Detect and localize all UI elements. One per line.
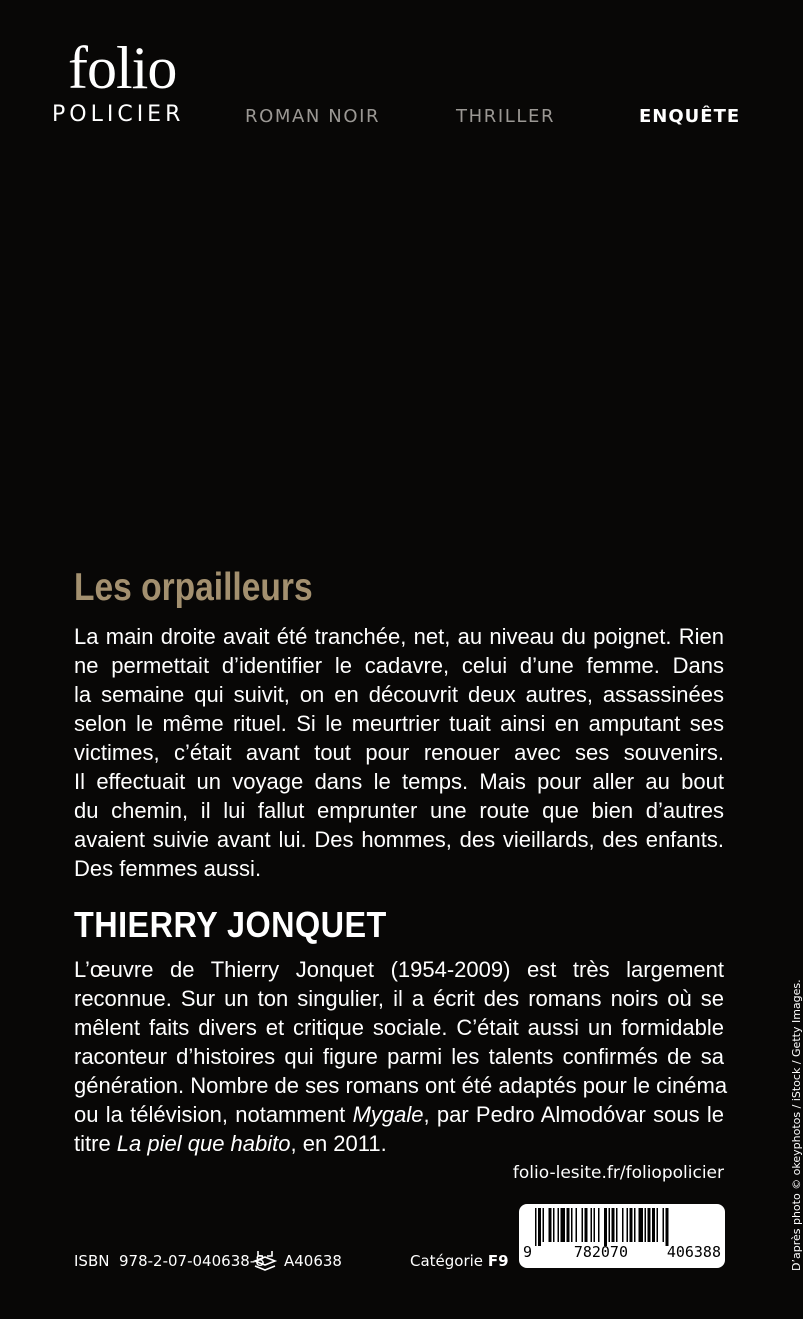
- barcode-bar: [666, 1208, 669, 1246]
- barcode-bar: [652, 1208, 655, 1242]
- summary-line: la semaine qui suivit, on en découvrit deux autres, assassinées: [74, 682, 724, 707]
- barcode-bar: [639, 1208, 644, 1242]
- summary-line: Il effectuait un voyage dans le temps. Mais pour aller au bout: [74, 769, 724, 794]
- summary-line: du chemin, il lui fallut emprunter une route que bien d’autres: [74, 798, 724, 823]
- genre-roman-noir: ROMAN NOIR: [245, 106, 381, 127]
- barcode-digits: [523, 1243, 721, 1261]
- bio-line: raconteur d’histoires qui figure parmi les talents confirmés de sa: [74, 1044, 724, 1069]
- summary-line: ne permettait d’identifier le cadavre, celui d’une femme. Dans: [74, 653, 724, 678]
- barcode-group-2: 406388: [666, 1243, 721, 1261]
- barcode-bar: [571, 1208, 573, 1242]
- barcode-bar: [561, 1208, 566, 1242]
- barcode-bar: [598, 1208, 600, 1242]
- barcode-bar: [630, 1208, 633, 1242]
- bio-text: , en 2011.: [290, 1131, 387, 1156]
- barcode-first-digit: 9: [523, 1243, 533, 1261]
- barcode-bar: [594, 1208, 596, 1242]
- bio-text: titre: [74, 1131, 117, 1156]
- folio-logo: folio: [68, 35, 177, 101]
- barcode-bar: [576, 1208, 578, 1242]
- barcode-bar: [535, 1208, 537, 1246]
- barcode-bars: [535, 1208, 711, 1246]
- barcode-bar: [616, 1208, 618, 1242]
- summary-line: La main droite avait été tranchée, net, au niveau du poignet. Rien: [74, 624, 724, 649]
- barcode-bar: [567, 1208, 570, 1242]
- bio-text: ou la télévision, notamment: [74, 1102, 353, 1127]
- bio-italic-title: Mygale: [352, 1102, 424, 1127]
- barcode-bar: [663, 1208, 665, 1242]
- category: [410, 1252, 509, 1270]
- summary-line: avaient suivie avant lui. Des hommes, des vieillards, des enfants.: [74, 827, 724, 852]
- bio-italic-title: La piel que habito: [116, 1131, 291, 1156]
- barcode-bar: [634, 1208, 636, 1242]
- bio-line: reconnue. Sur un ton singulier, il a écrit des romans noirs où se: [74, 986, 724, 1011]
- bio-line: L’œuvre de Thierry Jonquet (1954-2009) est très largement: [74, 957, 724, 982]
- author-name: THIERRY JONQUET: [74, 904, 387, 945]
- barcode-bar: [553, 1208, 555, 1242]
- barcode-bar: [591, 1208, 593, 1242]
- genre-thriller: THRILLER: [456, 106, 556, 127]
- isbn: [74, 1252, 265, 1270]
- barcode-bar: [538, 1208, 541, 1246]
- book-summary: [74, 622, 724, 883]
- barcode-bar: [622, 1208, 624, 1242]
- barcode-bar: [543, 1208, 545, 1242]
- photo-credit: D’après photo © okeyphotos / iStock / Getty Images.: [790, 979, 803, 1271]
- barcode: [519, 1204, 725, 1268]
- barcode-bar: [627, 1208, 629, 1242]
- barcode-bar: [585, 1208, 588, 1242]
- book-title: Les orpailleurs: [74, 566, 313, 609]
- category-label: Catégorie: [410, 1252, 484, 1270]
- barcode-bar: [657, 1208, 659, 1242]
- bio-line: [74, 1129, 724, 1158]
- gallimard-logo-icon: [252, 1247, 278, 1273]
- barcode-bar: [645, 1208, 647, 1242]
- website-url: folio-lesite.fr/foliopolicier: [512, 1163, 724, 1183]
- barcode-bar: [648, 1208, 651, 1242]
- barcode-bar: [609, 1208, 611, 1242]
- isbn-number: 978-2-07-040638-8: [119, 1252, 265, 1270]
- bio-text: , par Pedro Almodóvar sous le: [423, 1102, 724, 1127]
- bio-line: [74, 1100, 724, 1129]
- category-value: F9: [487, 1252, 509, 1270]
- barcode-bar: [582, 1208, 584, 1242]
- summary-line: Des femmes aussi.: [74, 856, 262, 881]
- bio-line: génération. Nombre de ses romans ont été adaptés pour le cinéma: [74, 1073, 728, 1098]
- barcode-bar: [549, 1208, 552, 1242]
- barcode-bar: [558, 1208, 560, 1242]
- summary-line: selon le même rituel. Si le meurtrier tuait ainsi en amputant ses: [74, 711, 724, 736]
- barcode-bar: [612, 1208, 615, 1242]
- genre-enquete: ENQUÊTE: [639, 106, 741, 127]
- barcode-group-1: 782070: [573, 1243, 628, 1261]
- isbn-label: ISBN: [74, 1252, 110, 1270]
- bio-line: mêlent faits divers et critique sociale. C’était aussi un formidable: [74, 1015, 724, 1040]
- collection-label: POLICIER: [52, 102, 185, 127]
- summary-line: victimes, c’était avant tout pour renouer avec ses souvenirs.: [74, 740, 724, 765]
- barcode-bar: [604, 1208, 607, 1246]
- author-bio: [74, 955, 728, 1158]
- product-code: A40638: [284, 1252, 342, 1270]
